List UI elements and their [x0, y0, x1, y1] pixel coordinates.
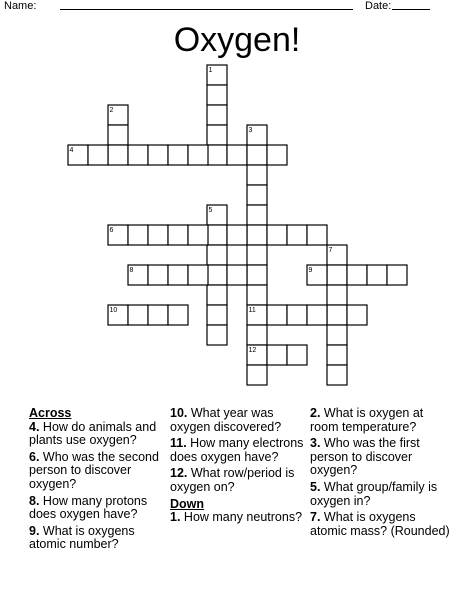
grid-cell[interactable]: [168, 225, 188, 245]
clue-number: 3: [248, 127, 253, 134]
clue-across-6: 6. Who was the second person to discover oxygen?: [29, 449, 159, 491]
grid-cell[interactable]: [247, 265, 267, 285]
grid-cell[interactable]: [227, 145, 247, 165]
clues-column-2: [170, 407, 305, 528]
grid-cell[interactable]: [188, 265, 208, 285]
grid-cell[interactable]: [347, 305, 367, 325]
clue-across-12: 12. What row/period is oxygen on?: [170, 466, 295, 494]
grid-cell[interactable]: [327, 325, 347, 345]
page-title: Oxygen!: [173, 21, 301, 59]
grid-cell[interactable]: [307, 305, 327, 325]
clue-number: 12: [248, 347, 257, 354]
grid-cell[interactable]: [108, 125, 128, 145]
across-heading: Across: [29, 406, 72, 420]
clue-number: 8: [129, 267, 134, 274]
grid-cell[interactable]: [207, 85, 227, 105]
grid-cell[interactable]: [207, 225, 227, 245]
grid-cell[interactable]: [287, 225, 307, 245]
clue-number: 5: [208, 207, 213, 214]
grid-cell[interactable]: [327, 285, 347, 305]
grid-cell[interactable]: [307, 225, 327, 245]
name-label: Name:: [4, 0, 37, 12]
down-heading: Down: [170, 496, 205, 511]
clue-across-10: 10. What year was oxygen discovered?: [170, 406, 282, 434]
grid-cell[interactable]: [148, 145, 168, 165]
clue-number: 4: [69, 147, 74, 154]
grid-cell[interactable]: [207, 145, 227, 165]
grid-cell[interactable]: [387, 265, 407, 285]
grid-cell[interactable]: [207, 125, 227, 145]
grid-cell[interactable]: [188, 225, 208, 245]
grid-cell[interactable]: [227, 225, 247, 245]
clue-number: 2: [109, 107, 114, 114]
grid-cell[interactable]: [327, 345, 347, 365]
clue-down-5: 5. What group/family is oxygen in?: [310, 479, 438, 508]
grid-cell[interactable]: [207, 265, 227, 285]
grid-cell[interactable]: [267, 345, 287, 365]
grid-cell[interactable]: [267, 225, 287, 245]
grid-cell[interactable]: [108, 145, 128, 165]
clue-number: 9: [308, 267, 313, 274]
grid-cell[interactable]: [148, 265, 168, 285]
grid-cell[interactable]: [347, 265, 367, 285]
grid-cell[interactable]: [247, 285, 267, 305]
grid-cell[interactable]: [247, 245, 267, 265]
grid-cell[interactable]: [148, 225, 168, 245]
grid-cell[interactable]: [207, 305, 227, 325]
grid-cell[interactable]: [267, 145, 287, 165]
grid-cell[interactable]: [227, 265, 247, 285]
clue-across-8: 8. How many protons does oxygen have?: [29, 493, 148, 522]
grid-cell[interactable]: [287, 305, 307, 325]
grid-cell[interactable]: [247, 225, 267, 245]
clues-column-3: [310, 407, 450, 541]
grid-cell[interactable]: [168, 145, 188, 165]
grid-cell[interactable]: [168, 265, 188, 285]
grid-cell[interactable]: [128, 145, 148, 165]
grid-cell[interactable]: [327, 365, 347, 385]
clues-column-1: [29, 407, 164, 555]
grid-cell[interactable]: [247, 205, 267, 225]
grid-cell[interactable]: [148, 305, 168, 325]
grid-cell[interactable]: [188, 145, 208, 165]
grid-cell[interactable]: [247, 185, 267, 205]
grid-cell[interactable]: [128, 225, 148, 245]
grid-cell[interactable]: [207, 105, 227, 125]
clue-number: 10: [109, 307, 118, 314]
grid-cell[interactable]: [168, 305, 188, 325]
grid-cell[interactable]: [247, 145, 267, 165]
clue-across-9: 9. What is oxygens atomic number?: [29, 523, 135, 552]
grid-cell[interactable]: [247, 365, 267, 385]
grid-cell[interactable]: [207, 245, 227, 265]
grid-cell[interactable]: [247, 325, 267, 345]
grid-cell[interactable]: [128, 305, 148, 325]
grid-cell[interactable]: [247, 165, 267, 185]
clue-down-7: 7. What is oxygens atomic mass? (Rounded): [310, 510, 450, 538]
grid-cell[interactable]: [287, 345, 307, 365]
clue-number: 11: [248, 307, 256, 314]
clue-across-11: 11. How many electrons does oxygen have?: [170, 436, 304, 464]
grid-cell[interactable]: [367, 265, 387, 285]
grid-cell[interactable]: [327, 265, 347, 285]
clue-down-2: 2. What is oxygen at room temperature?: [310, 406, 424, 434]
clue-number: 6: [109, 227, 114, 234]
clue-down-1: 1. How many neutrons?: [170, 510, 303, 525]
clue-number: 1: [208, 67, 213, 74]
grid-cell[interactable]: [207, 325, 227, 345]
clue-number: 7: [328, 247, 333, 254]
grid-cell[interactable]: [327, 305, 347, 325]
date-label: Date:: [365, 0, 392, 12]
grid-cell[interactable]: [88, 145, 108, 165]
clue-down-3: 3. Who was the first person to discover oxygen?: [310, 436, 420, 478]
grid-cell[interactable]: [207, 285, 227, 305]
clue-across-4: 4. How do animals and plants use oxygen?: [29, 419, 157, 448]
grid-cell[interactable]: [267, 305, 287, 325]
